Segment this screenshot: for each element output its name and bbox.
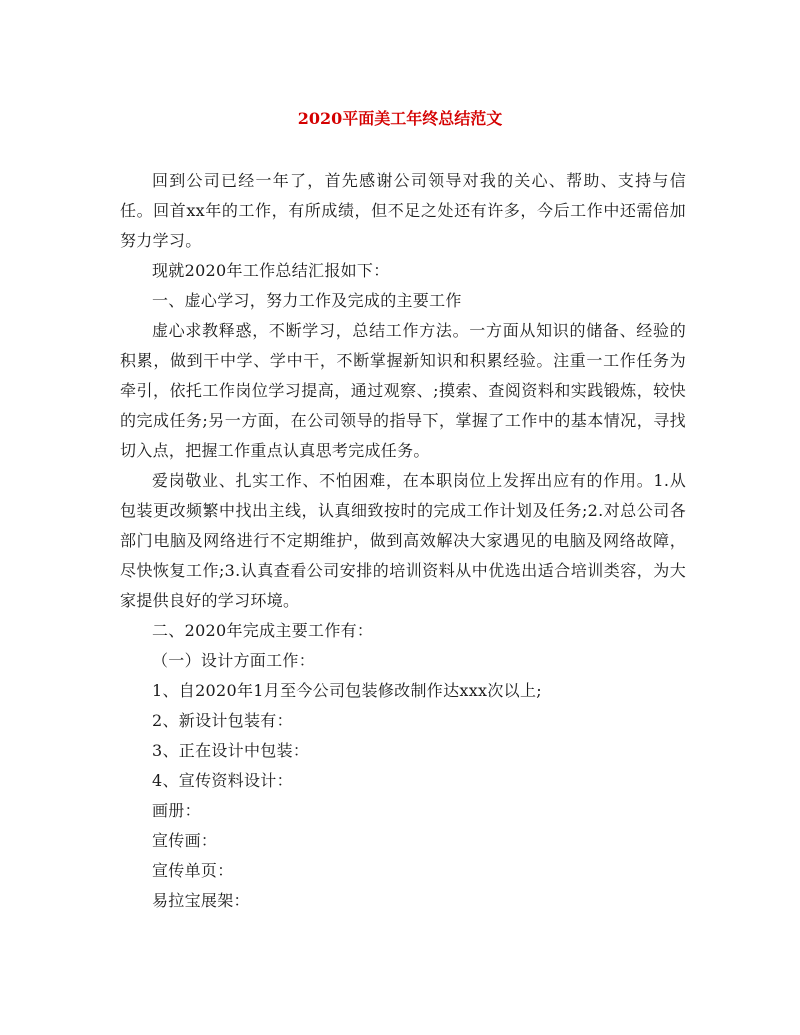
document-body bbox=[120, 166, 686, 916]
dedication-paragraph: 爱岗敬业、扎实工作、不怕困难，在本职岗位上发挥出应有的作用。1.从包装更改频繁中找出主线，认真细致按时的完成工作计划及任务;2.对总公司各部门电脑及网络进行不定期维护，做到高效解决大家遇见的电脑及网络故障，尽快恢复工作;3.认真查看公司安排的培训资料从中优选出适合培训类容，为大家提供良好的学习环境。 bbox=[120, 471, 686, 610]
document-title: 2020平面美工年终总结范文 bbox=[297, 109, 503, 128]
sub-item-rollup-stand: 易拉宝展架： bbox=[152, 891, 250, 910]
sub-item-poster: 宣传画： bbox=[152, 831, 218, 850]
list-item-3: 3、正在设计中包装： bbox=[152, 741, 310, 760]
report-intro-line: 现就2020年工作总结汇报如下： bbox=[152, 261, 390, 280]
list-item-1: 1、自2020年1月至今公司包装修改制作达xxx次以上; bbox=[152, 681, 542, 700]
intro-paragraph: 回到公司已经一年了，首先感谢公司领导对我的关心、帮助、支持与信任。回首xx年的工作，有所成绩，但不足之处还有许多，今后工作中还需倍加努力学习。 bbox=[120, 171, 686, 250]
list-item-4: 4、宣传资料设计： bbox=[152, 771, 293, 790]
section-heading-1: 一、虚心学习，努力工作及完成的主要工作 bbox=[152, 291, 462, 310]
learning-paragraph: 虚心求教释惑，不断学习，总结工作方法。一方面从知识的储备、经验的积累，做到干中学、学中干，不断掌握新知识和积累经验。注重一工作任务为牵引，依托工作岗位学习提高，通过观察、;摸索、查阅资料和实践锻炼，较快的完成任务;另一方面，在公司领导的指导下，掌握了工作中的基本情况，寻找切入点，把握工作重点认真思考完成任务。 bbox=[120, 321, 686, 460]
section-heading-2: 二、2020年完成主要工作有： bbox=[152, 621, 374, 640]
list-item-2: 2、新设计包装有： bbox=[152, 711, 293, 730]
subsection-heading-design: （一）设计方面工作： bbox=[152, 651, 316, 670]
sub-item-flyer: 宣传单页： bbox=[152, 861, 234, 880]
sub-item-brochure: 画册： bbox=[152, 801, 201, 820]
